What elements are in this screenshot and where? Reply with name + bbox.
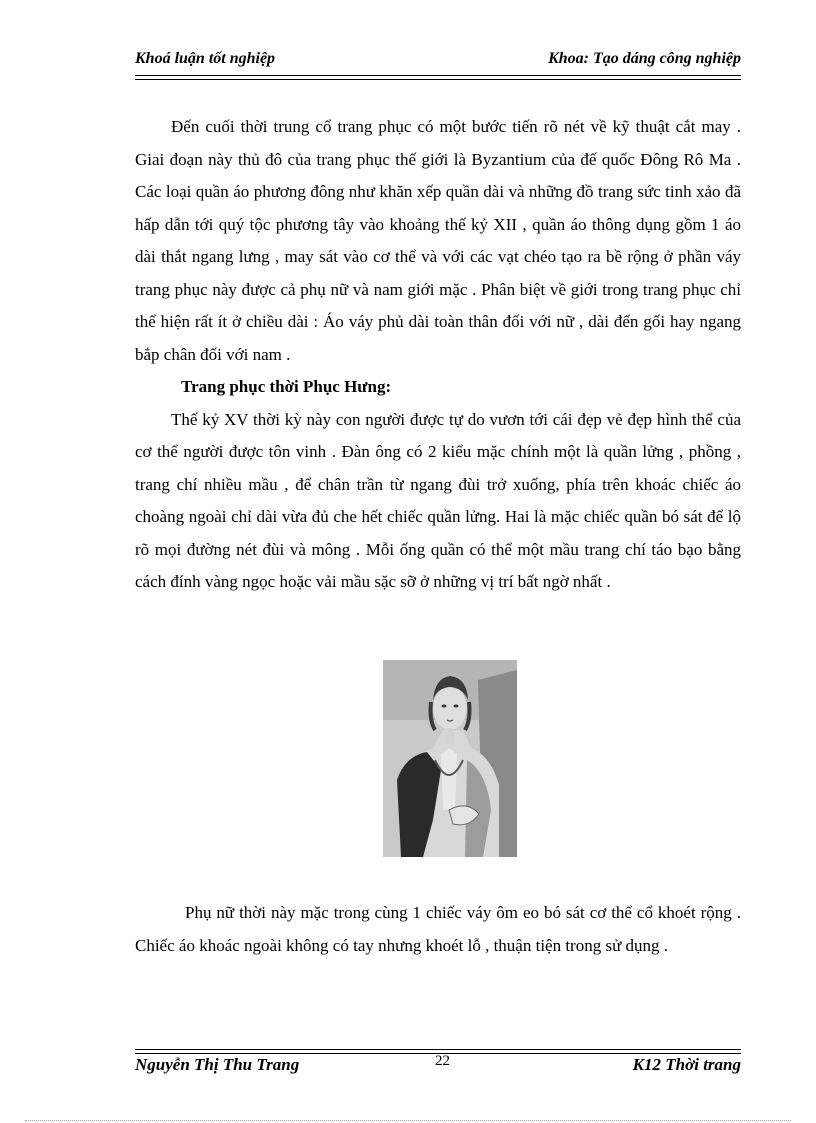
page-footer xyxy=(135,1053,741,1077)
section-heading: Trang phục thời Phục Hưng: xyxy=(181,377,392,396)
footer-class: K12 Thời trang xyxy=(632,1055,741,1074)
body-paragraph: Thế kỷ XV thời kỳ này con người được tự do vươn tới cái đẹp vẻ đẹp hình thể của cơ thể người được tôn vinh . Đàn ông có 2 kiểu mặc chính một là quần lửng , phồng , trang chí nhiều mầu , để chân trần từ ngang đùi trở xuống, phía trên khoác chiếc áo choàng ngoài chỉ dài vừa đủ che hết chiếc quần lửng. Hai là mặc chiếc quần bó sát để lộ rõ mọi đường nét đùi và mông . Mỗi ống quần có thể một mầu trang chí táo bạo bằng cách đính vàng ngọc hoặc vải mầu sặc sỡ ở những vị trí bất ngờ nhất . xyxy=(135,409,741,591)
body-paragraph: Đến cuối thời trung cổ trang phục có một bước tiến rõ nét về kỹ thuật cắt may . Giai đoạn này thủ đô của trang phục thế giới là Byzantium của đế quốc Đông Rô Ma . Các loại quần áo phương đông như khăn xếp quần dài và những đồ trang sức tinh xảo đã hấp dẫn tới quý tộc phương tây vào khoảng thế kỷ XII , quần áo thông dụng gồm 1 áo dài thắt ngang lưng , may sát vào cơ thể và với các vạt chéo tạo ra bề rộng ở phần váy trang phục này được cả phụ nữ và nam giới mặc . Phân biệt về giới trong trang phục chỉ thể hiện rất ít ở chiều dài : Áo váy phủ dài toàn thân đối với nữ , dài đến gối hay ngang bắp chân đối với nam . xyxy=(135,117,741,364)
renaissance-portrait-image xyxy=(383,660,517,857)
page-number: 22 xyxy=(435,1053,450,1069)
header-faculty: Khoa: Tạo dáng công nghiệp xyxy=(548,50,741,67)
figure-caption: Phụ nữ thời này mặc trong cùng 1 chiếc váy ôm eo bó sát cơ thể cổ khoét rộng . Chiếc áo khoác ngoài không có tay nhưng khoét lỗ , thuận tiện trong sử dụng . xyxy=(135,903,741,955)
header-thesis-title: Khoá luận tốt nghiệp xyxy=(135,50,276,67)
header-divider xyxy=(135,75,741,80)
page-header xyxy=(135,50,741,72)
footer-author: Nguyễn Thị Thu Trang xyxy=(135,1055,300,1074)
main-content xyxy=(135,111,741,599)
page-bottom-border xyxy=(25,1120,791,1121)
